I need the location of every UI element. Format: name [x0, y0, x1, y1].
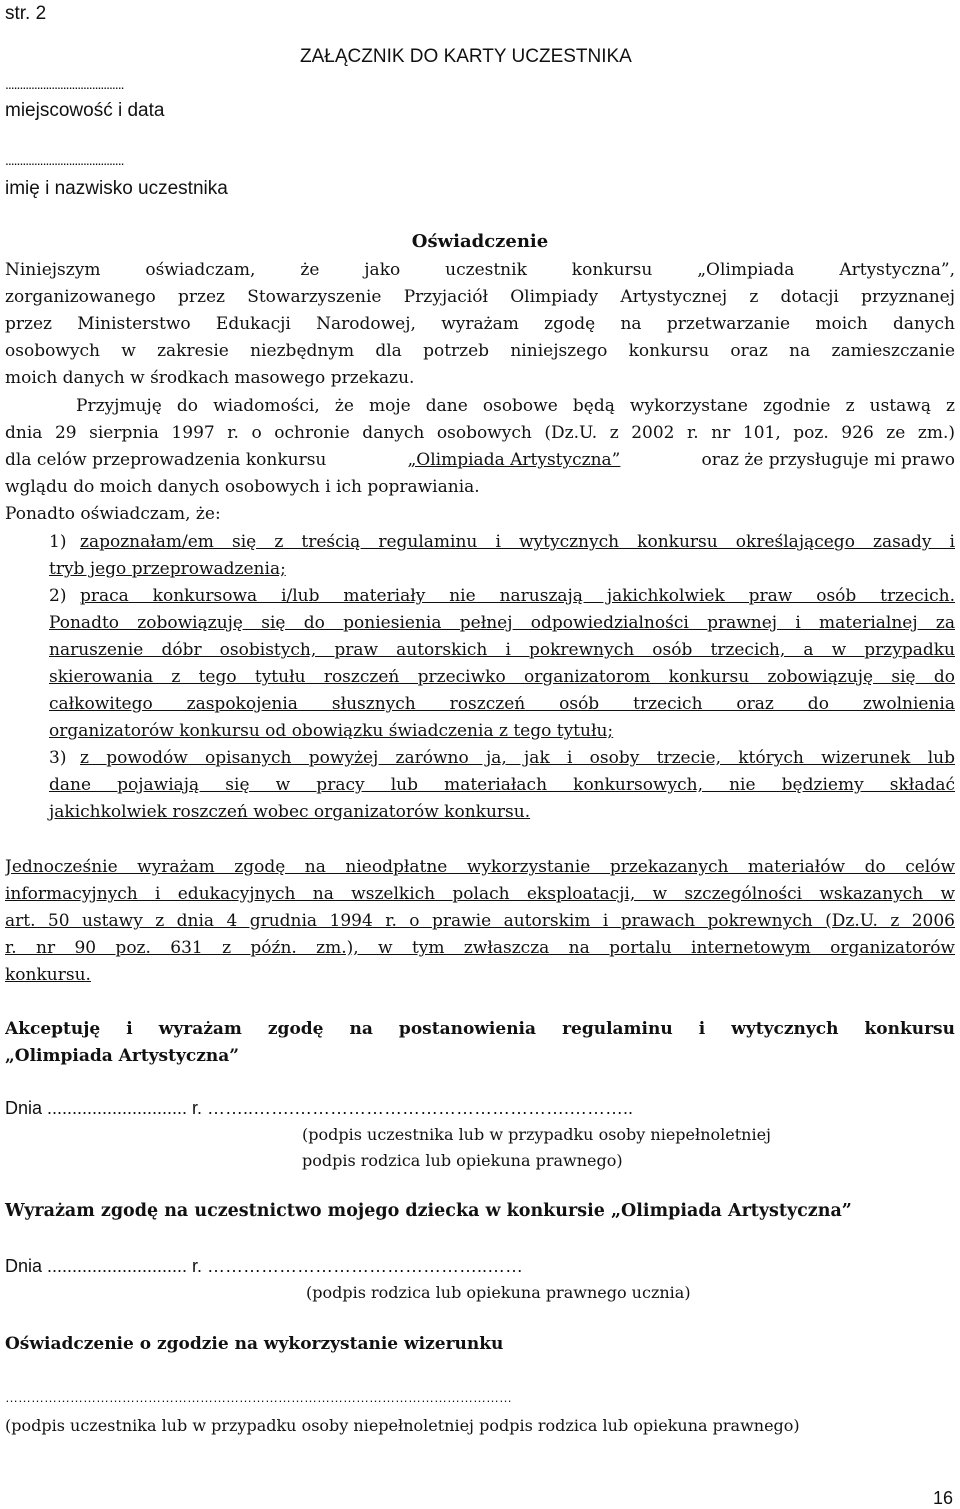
usage-consent-line-2: informacyjnych i edukacyjnych na wszelkich polach eksploatacji, w szczególności wskazanych w	[5, 884, 955, 904]
liability-line-4: całkowitego zaspokojenia słusznych roszczeń osób trzecich oraz do zwolnienia	[49, 694, 955, 714]
acceptance-date-signature-line: Dnia ............................ r. ……..…….……………………………………….………..	[5, 1098, 634, 1118]
liability-line-2: naruszenie dóbr osobistych, praw autorskich i pokrewnych osób trzecich, a w przypadku	[49, 640, 955, 660]
item-2-number: 2)	[49, 586, 67, 606]
parent-consent-title: Wyrażam zgodę na uczestnictwo mojego dziecka w konkursie „Olimpiada Artystyczna”	[5, 1201, 852, 1221]
acceptance-line-1: Akceptuję i wyrażam zgodę na postanowienia regulaminu i wytycznych konkursu	[5, 1019, 955, 1039]
item-3-line-3: jakichkolwiek roszczeń wobec organizatorów konkursu.	[49, 802, 531, 822]
place-date-dots: .........................................	[5, 76, 124, 92]
usage-consent-line-4: r. nr 90 poz. 631 z późn. zm.), w tym zwłaszcza na portalu internetowym organizatorów	[5, 938, 955, 958]
declaration-line-5: moich danych w środkach masowego przekazu.	[5, 368, 415, 388]
purpose-text: dla celów przeprowadzenia konkursu	[5, 450, 327, 470]
item-1-number: 1)	[49, 532, 67, 552]
annex-title: ZAŁĄCZNIK DO KARTY UCZESTNIKA	[300, 46, 632, 67]
usage-consent-line-3: art. 50 ustawy z dnia 4 grudnia 1994 r. o prawie autorskim i prawach pokrewnych (Dz.U. z 2006	[5, 911, 955, 931]
data-consent-line-2: dnia 29 sierpnia 1997 r. o ochronie danych osobowych (Dz.U. z 2002 r. nr 101, poz. 926 ze zm.)	[5, 423, 955, 443]
acceptance-signature-caption-2: podpis rodzica lub opiekuna prawnego)	[302, 1151, 623, 1170]
parent-date-signature-line: Dnia ............................ r. ………………………………………..……	[5, 1256, 524, 1276]
data-consent-line-4: wglądu do moich danych osobowych i ich poprawiania.	[5, 477, 480, 497]
usage-consent-line-5: konkursu.	[5, 965, 91, 985]
acceptance-signature-caption-1: (podpis uczestnika lub w przypadku osoby niepełnoletniej	[302, 1125, 771, 1144]
item-2-line-1: praca konkursowa i/lub materiały nie naruszają jakichkolwiek praw osób trzecich.	[80, 586, 955, 606]
page-label: str. 2	[5, 3, 47, 24]
declaration-line-3: przez Ministerstwo Edukacji Narodowej, wyrażam zgodę na przetwarzanie moich danych	[5, 314, 955, 334]
page-number: 16	[933, 1488, 954, 1508]
image-consent-signature-caption: (podpis uczestnika lub w przypadku osoby niepełnoletniej podpis rodzica lub opiekuna prawnego)	[5, 1416, 800, 1435]
place-date-label: miejscowość i data	[5, 100, 165, 121]
liability-line-3: skierowania z tego tytułu roszczeń przeciwko organizatorom konkursu zobowiązuję się do	[49, 667, 955, 687]
rights-text: oraz że przysługuje mi prawo	[701, 450, 955, 470]
item-3-number: 3)	[49, 748, 67, 768]
declaration-line-1: Niniejszym oświadczam, że jako uczestnik konkursu „Olimpiada Artystyczna”,	[5, 260, 955, 280]
declaration-line-2: zorganizowanego przez Stowarzyszenie Przyjaciół Olimpiady Artystycznej z dotacji przyznanej	[5, 287, 955, 307]
image-consent-signature-dots: ………………………………………………………………………………………………………	[5, 1390, 512, 1405]
usage-consent-line-1: Jednocześnie wyrażam zgodę na nieodpłatne wykorzystanie przekazanych materiałów do celów	[5, 857, 955, 877]
liability-line-1: Ponadto zobowiązuję się do poniesienia pełnej odpowiedzialności prawnej i materialnej za	[49, 613, 955, 633]
item-3-line-1: z powodów opisanych powyżej zarówno ja, jak i osoby trzecie, których wizerunek lub	[80, 748, 955, 768]
participant-name-dots: .........................................	[5, 152, 124, 168]
declaration-line-4: osobowych w zakresie niezbędnym dla potrzeb niniejszego konkursu oraz na zamieszczanie	[5, 341, 955, 361]
contest-name: „Olimpiada Artystyczna”	[407, 450, 621, 470]
data-consent-line-3	[5, 447, 955, 473]
further-declaration-intro: Ponadto oświadczam, że:	[5, 504, 221, 524]
acceptance-line-2: „Olimpiada Artystyczna”	[5, 1046, 240, 1066]
item-3-line-2: dane pojawiają się w pracy lub materiałach konkursowych, nie będziemy składać	[49, 775, 955, 795]
parent-signature-caption: (podpis rodzica lub opiekuna prawnego ucznia)	[306, 1283, 691, 1302]
image-consent-title: Oświadczenie o zgodzie na wykorzystanie wizerunku	[5, 1334, 504, 1354]
liability-line-5: organizatorów konkursu od obowiązku świadczenia z tego tytułu;	[49, 721, 614, 741]
declaration-title: Oświadczenie	[411, 231, 549, 252]
data-consent-line-1: Przyjmuję do wiadomości, że moje dane osobowe będą wykorzystane zgodnie z ustawą z	[76, 396, 955, 416]
item-1-line-1: zapoznałam/em się z treścią regulaminu i wytycznych konkursu określającego zasady i	[80, 532, 955, 552]
participant-name-label: imię i nazwisko uczestnika	[5, 178, 228, 199]
item-1-line-2: tryb jego przeprowadzenia;	[49, 559, 286, 579]
